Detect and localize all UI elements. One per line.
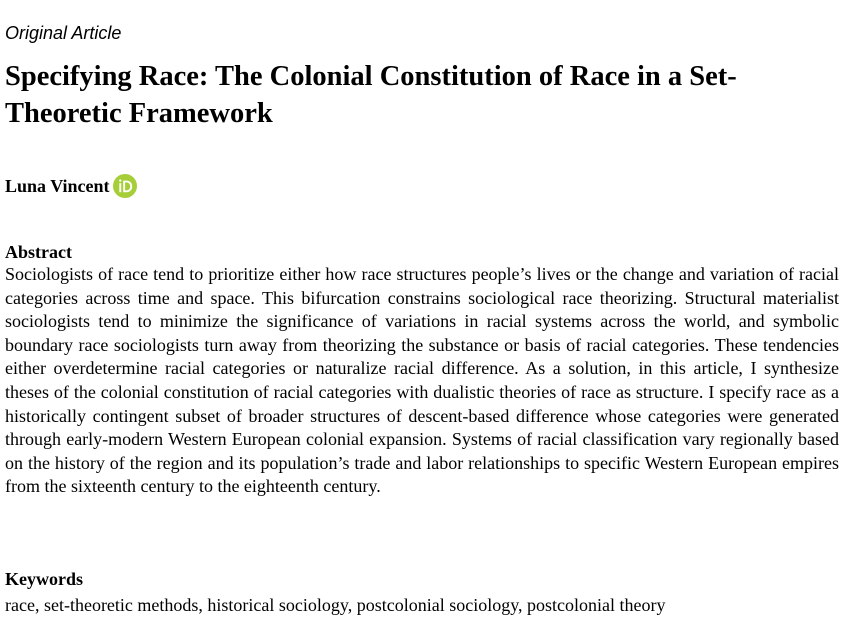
article-type-label: Original Article [5,23,122,43]
author-name[interactable]: Luna Vincent [5,176,110,196]
keywords-list: race, set-theoretic methods, historical sociology, postcolonial sociology, postcolonial theory [5,595,666,615]
abstract-text: Sociologists of race tend to prioritize either how race structures people’s lives or the change and variation of racial categories across time and space. This bifurcation constrains sociological race theorizing. Structural materialist sociologists tend to minimize the significance of variations in racial systems across the world, and symbolic boundary race sociologists turn away from theorizing the substance or basis of racial categories. These tendencies either overdetermine racial categories or naturalize racial difference. As a solution, in this article, I synthesize theses of the colonial constitution of racial categories with dualistic theories of race as structure. I specify race as a historically contingent subset of broader structures of descent-based difference whose categories were generated through early-modern Western European colonial expansion. Systems of racial classification vary regionally based on the history of the region and its population’s trade and labor relationships to specific Western European empires from the sixteenth century to the eighteenth century. [5,264,839,497]
orcid-icon[interactable] [113,174,137,198]
author-line [5,173,137,199]
keywords-heading: Keywords [5,569,83,589]
article-title: Specifying Race: The Colonial Constitution of Race in a Set-Theoretic Framework [5,61,737,129]
abstract-heading: Abstract [5,242,72,262]
